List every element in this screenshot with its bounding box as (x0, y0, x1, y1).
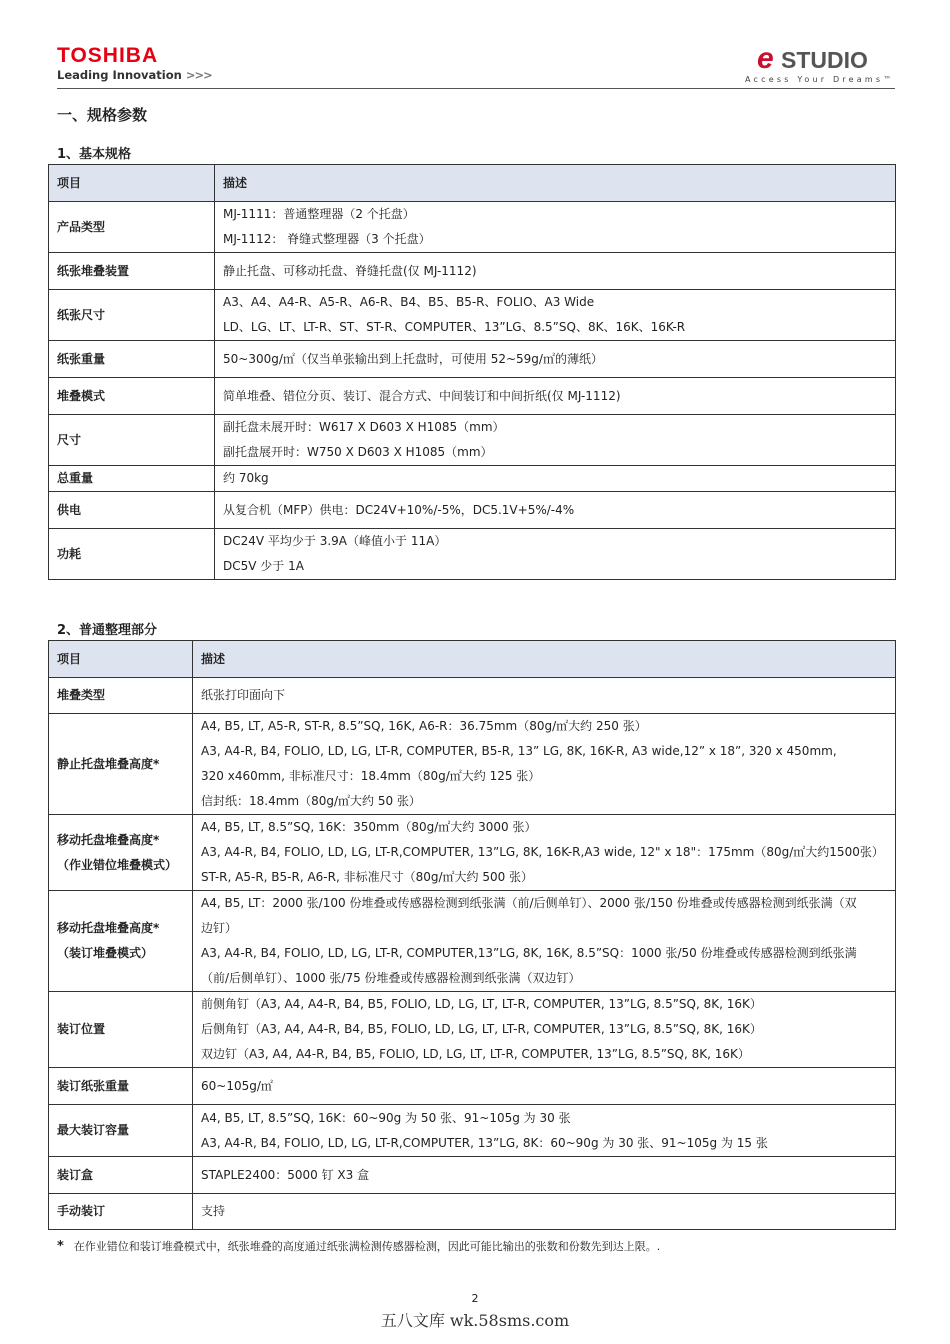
item-label-line: 纸张堆叠装置 (57, 263, 130, 278)
tagline-text: Leading Innovation (57, 68, 182, 82)
row-item-label (49, 466, 215, 492)
table-header-row (49, 641, 896, 678)
description-line: A3, A4-R, B4, FOLIO, LD, LG, LT-R,COMPUTER, 13”LG, 8K, 16K-R,A3 wide, 12" x 18"：175mm（80g/㎡大约1500张） (201, 845, 884, 859)
description-line: A4, B5, LT, A5-R, ST-R, 8.5”SQ, 16K, A6-R：36.75mm（80g/㎡大约 250 张） (201, 719, 647, 733)
table-row (49, 1105, 896, 1157)
item-label-line: 供电 (57, 502, 82, 517)
description-line: 边钉） (201, 921, 238, 935)
description-line: 副托盘展开时：W750 X D603 X H1085（mm） (223, 445, 493, 459)
item-label-line: 总重量 (57, 471, 94, 485)
row-description (215, 415, 896, 466)
item-label-line: 移动托盘堆叠高度* (57, 832, 160, 847)
row-description (193, 1157, 896, 1194)
estudio-logo-text: STUDIO (781, 47, 868, 73)
description-line: A3, A4-R, B4, FOLIO, LD, LG, LT-R, COMPUTER, B5-R, 13” LG, 8K, 16K-R, A3 wide,12” x 18”, 320 x 450mm, (201, 744, 837, 758)
item-label-line: 尺寸 (57, 432, 82, 447)
footnote-text: 在作业错位和装订堆叠模式中，纸张堆叠的高度通过纸张满检测传感器检测，因此可能比输出的张数和份数先到达上限。. (73, 1240, 661, 1253)
brand-logo: TOSHIBA (57, 44, 159, 67)
table-row (49, 815, 896, 891)
item-label-line: 最大装订容量 (57, 1123, 130, 1137)
estudio-logo-slogan: Access Your Dreams™ (745, 75, 895, 84)
item-label-line: 手动装订 (57, 1204, 106, 1218)
description-line: 信封纸：18.4mm（80g/㎡大约 50 张） (201, 794, 421, 808)
row-item-label (49, 1068, 193, 1105)
footnote-star: * (57, 1239, 64, 1254)
basic-spec-table (48, 164, 896, 580)
column-header-desc: 描述 (215, 165, 896, 202)
tagline-arrows-icon: >>> (185, 68, 212, 82)
row-item-label (49, 415, 215, 466)
row-description (193, 678, 896, 714)
watermark: 五八文库 wk.58sms.com (380, 1311, 570, 1330)
item-label-line: 纸张重量 (57, 351, 106, 366)
table-row (49, 1068, 896, 1105)
page-header (57, 40, 895, 90)
description-line: 静止托盘、可移动托盘、脊缝托盘(仅 MJ-1112) (223, 263, 477, 278)
row-item-label (49, 202, 215, 253)
description-line: A3, A4-R, B4, FOLIO, LD, LG, LT-R,COMPUTER, 13”LG, 8K：60~90g 为 30 张、91~105g 为 15 张 (201, 1135, 768, 1150)
row-description (215, 529, 896, 580)
row-item-label (49, 714, 193, 815)
item-label-line: （作业错位堆叠模式） (57, 857, 178, 872)
description-line: 50~300g/㎡（仅当单张输出到上托盘时，可使用 52~59g/㎡的薄纸） (223, 351, 603, 366)
description-line: 双边钉（A3, A4, A4-R, B4, B5, FOLIO, LD, LG, LT, LT-R, COMPUTER, 13”LG, 8.5”SQ, 8K, 16K） (201, 1047, 750, 1061)
description-line: A3、A4、A4-R、A5-R、A6-R、B4、B5、B5-R、FOLIO、A3 Wide (223, 295, 595, 309)
row-description (193, 714, 896, 815)
table-row (49, 1194, 896, 1230)
item-label-line: 移动托盘堆叠高度* (57, 921, 160, 935)
description-line: A4, B5, LT：2000 张/100 份堆叠或传感器检测到纸张满（前/后侧单钉）、2000 张/150 份堆叠或传感器检测到纸张满（双 (201, 896, 857, 910)
table-row (49, 202, 896, 253)
row-description (215, 202, 896, 253)
row-description (193, 891, 896, 992)
row-item-label (49, 1157, 193, 1194)
description-line: MJ-1111：普通整理器（2 个托盘） (223, 207, 415, 221)
table-row (49, 290, 896, 341)
finisher-spec-table (48, 640, 896, 1230)
table-row (49, 992, 896, 1068)
estudio-logo (745, 42, 895, 88)
description-line: 前侧角钉（A3, A4, A4-R, B4, B5, FOLIO, LD, LG, LT, LT-R, COMPUTER, 13”LG, 8.5”SQ, 8K, 16K） (201, 997, 762, 1011)
description-line: 支持 (201, 1204, 226, 1218)
row-item-label (49, 529, 215, 580)
item-label-line: 装订纸张重量 (57, 1078, 130, 1093)
brand-tagline (57, 68, 212, 82)
row-description (215, 378, 896, 415)
item-label-line: （装订堆叠模式） (57, 946, 154, 960)
finisher-spec-title: 2、普通整理部分 (57, 623, 158, 638)
table-row (49, 714, 896, 815)
table-row (49, 678, 896, 714)
item-label-line: 功耗 (57, 546, 82, 561)
description-line: DC5V 少于 1A (223, 559, 304, 573)
table-row (49, 378, 896, 415)
table-header-row (49, 165, 896, 202)
page-number: 2 (471, 1292, 479, 1305)
description-line: STAPLE2400：5000 钉 X3 盒 (201, 1167, 370, 1182)
description-line: 60~105g/㎡ (201, 1078, 273, 1093)
item-label-line: 装订位置 (57, 1022, 106, 1036)
row-item-label (49, 253, 215, 290)
table-row (49, 492, 896, 529)
row-description (215, 253, 896, 290)
description-line: 纸张打印面向下 (201, 688, 286, 702)
column-header-desc: 描述 (193, 641, 896, 678)
table-row (49, 1157, 896, 1194)
header-divider (57, 88, 895, 89)
description-line: 从复合机（MFP）供电：DC24V+10%/-5%，DC5.1V+5%/-4% (223, 502, 575, 517)
row-item-label (49, 1194, 193, 1230)
row-description (193, 815, 896, 891)
column-header-item: 项目 (49, 165, 215, 202)
row-item-label (49, 891, 193, 992)
table-row (49, 891, 896, 992)
table-row (49, 253, 896, 290)
description-line: 后侧角钉（A3, A4, A4-R, B4, B5, FOLIO, LD, LG, LT, LT-R, COMPUTER, 13”LG, 8.5”SQ, 8K, 16K） (201, 1022, 762, 1036)
description-line: 约 70kg (223, 471, 269, 485)
description-line: ST-R, A5-R, B5-R, A6-R, 非标准尺寸（80g/㎡大约 500 张） (201, 870, 534, 884)
table-row (49, 341, 896, 378)
item-label-line: 产品类型 (57, 219, 106, 234)
section-title: 一、规格参数 (57, 106, 148, 124)
table-row (49, 529, 896, 580)
row-item-label (49, 290, 215, 341)
row-description (193, 992, 896, 1068)
item-label-line: 堆叠类型 (57, 688, 106, 702)
description-line: DC24V 平均少于 3.9A（峰值小于 11A） (223, 534, 447, 548)
description-line: 简单堆叠、错位分页、装订、混合方式、中间装订和中间折纸(仅 MJ-1112) (223, 388, 621, 403)
row-item-label (49, 492, 215, 529)
description-line: A4, B5, LT, 8.5”SQ, 16K：350mm（80g/㎡大约 3000 张） (201, 820, 537, 834)
description-line: 320 x460mm, 非标准尺寸：18.4mm（80g/㎡大约 125 张） (201, 769, 541, 783)
column-header-item: 项目 (49, 641, 193, 678)
row-description (193, 1068, 896, 1105)
row-item-label (49, 678, 193, 714)
row-item-label (49, 378, 215, 415)
row-description (193, 1194, 896, 1230)
description-line: （前/后侧单钉）、1000 张/75 份堆叠或传感器检测到纸张满（双边钉） (201, 971, 581, 985)
row-description (215, 492, 896, 529)
description-line: A4, B5, LT, 8.5”SQ, 16K：60~90g 为 50 张、91~105g 为 30 张 (201, 1110, 571, 1125)
row-item-label (49, 1105, 193, 1157)
row-item-label (49, 341, 215, 378)
table-row (49, 415, 896, 466)
table-row (49, 466, 896, 492)
estudio-logo-mark: e (757, 42, 774, 75)
description-line: MJ-1112： 脊缝式整理器（3 个托盘） (223, 232, 431, 246)
description-line: 副托盘未展开时：W617 X D603 X H1085（mm） (223, 420, 505, 434)
item-label-line: 静止托盘堆叠高度* (57, 756, 160, 771)
row-description (215, 466, 896, 492)
row-description (215, 341, 896, 378)
row-item-label (49, 992, 193, 1068)
item-label-line: 纸张尺寸 (57, 307, 106, 322)
description-line: LD、LG、LT、LT-R、ST、ST-R、COMPUTER、13”LG、8.5”SQ、8K、16K、16K-R (223, 320, 686, 334)
item-label-line: 装订盒 (57, 1167, 94, 1182)
basic-spec-title: 1、基本规格 (57, 147, 132, 162)
footnote (57, 1238, 660, 1254)
item-label-line: 堆叠模式 (57, 388, 106, 403)
row-item-label (49, 815, 193, 891)
description-line: A3, A4-R, B4, FOLIO, LD, LG, LT-R, COMPUTER,13”LG, 8K, 16K, 8.5”SQ：1000 张/50 份堆叠或传感器检测到纸张满 (201, 946, 857, 960)
row-description (215, 290, 896, 341)
row-description (193, 1105, 896, 1157)
